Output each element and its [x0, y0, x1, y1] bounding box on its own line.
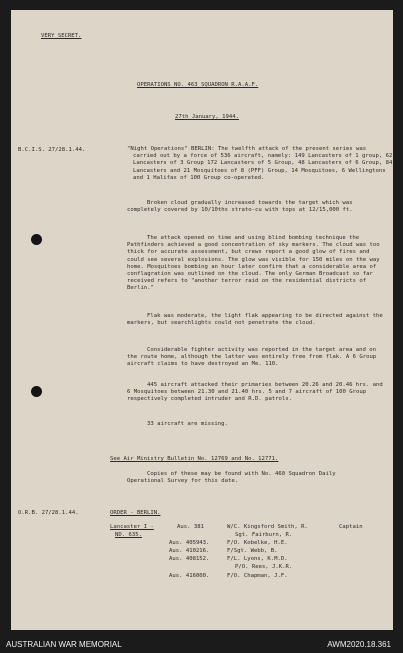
- punch-hole: [31, 386, 42, 397]
- paragraph-missing: 33 aircraft are missing.: [147, 421, 228, 427]
- paragraph-flak: Flak was moderate, the light flak appearing to be directed against the markers, but searchlights could not penetrate the cloud.: [127, 313, 383, 327]
- crew-member-name: F/L. Lyons, K.M.D.: [227, 556, 288, 562]
- crew-role: Captain: [339, 524, 363, 530]
- crew-member-name: W/C. Kingsford Smith, R.: [227, 524, 308, 530]
- footer-bar: [0, 633, 403, 653]
- crew-aus-number: Aus. 410216.: [169, 548, 210, 554]
- reference-bcis: B.C.I.S. 27/28.1.44.: [18, 147, 86, 153]
- crew-aus-number: Aus. 405943.: [169, 540, 210, 546]
- paragraph-cloud: Broken cloud gradually increased towards the target which was completely covered by 10/10ths strato-cu with tops at 12/15,000 ft.: [127, 200, 353, 214]
- bulletin-reference: See Air Ministry Bulletin No. 12769 and No. 12771.: [110, 456, 279, 462]
- paragraph-summary: "Night Operations" BERLIN: The twelfth attack of the present series was carried out by a force of 536 aircraft, namely: 149 Lancasters of 1 group, 62 Lancasters of 3 Group 172 Lancasters of 5 Group, 48 Lancasters of 6 Group, 84 Lancasters and 21 Mosquitoes of 8 (PFF) Group, 14 Mosquitoes, 6 Wellingtons and 1 Halifax of 100 Group co-operated.: [127, 146, 393, 181]
- crew-aus-number: Aus. 416000.: [169, 573, 210, 579]
- crew-member-name: P/O. Rees, J.K.R.: [235, 564, 293, 570]
- crew-aus-number: Aus. 381: [177, 524, 204, 530]
- accession-number: AWM2020.18.361: [327, 640, 391, 649]
- aircraft-serial: ND. 635.: [115, 532, 142, 538]
- copies-note: Copies of these may be found with No. 460 Squadron Daily Operational Survey for this date.: [127, 471, 336, 485]
- paragraph-fighters: Considerable fighter activity was reported in the target area and on the route home, although the latter was entirely free from flak. A 6 Group aircraft claims to have destroyed an Me. 110.: [127, 347, 377, 368]
- order-label: ORDER - BERLIN.: [110, 510, 161, 516]
- paragraph-attack: The attack opened on time and using blind bombing technique the Pathfinders achieved a good concentration of sky markers. The cloud was too thick for accurate assessment, but crews report a good glow of fires and could see several explosions. The glow was visible for 150 miles on the way home. Mosquitoes bombing an hour later confirm that a considerable area of conflagration was outlined on the cloud. The only German Broadcast so far received refers to "another terror raid on the residential districts of Berlin.": [127, 235, 380, 292]
- reference-orb: O.R.B. 27/28.1.44.: [18, 510, 79, 516]
- crew-member-name: Sgt. Fairburn, R.: [235, 532, 293, 538]
- aircraft-type: Lancaster I -: [110, 524, 154, 530]
- document-page: [11, 10, 393, 630]
- punch-hole: [31, 234, 42, 245]
- institution-name: AUSTRALIAN WAR MEMORIAL: [6, 640, 122, 649]
- crew-aus-number: Aus. 408152.: [169, 556, 210, 562]
- crew-member-name: F/O. Chapman, J.F.: [227, 573, 288, 579]
- paragraph-results: 445 aircraft attacked their primaries between 20.26 and 20.46 hrs. and 6 Mosquitoes between 21.30 and 21.40 hrs. 5 and 7 aircraft of 100 Group respectively completed intruder and R.D. patrols.: [127, 382, 383, 403]
- classification: VERY SECRET.: [41, 33, 82, 39]
- crew-member-name: F/Sgt. Webb, B.: [227, 548, 278, 554]
- document-title: OPERATIONS NO. 463 SQUADRON R.A.A.F.: [137, 82, 259, 88]
- document-date: 27th January, 1944.: [175, 114, 239, 120]
- crew-member-name: F/O. Kobelke, H.E.: [227, 540, 288, 546]
